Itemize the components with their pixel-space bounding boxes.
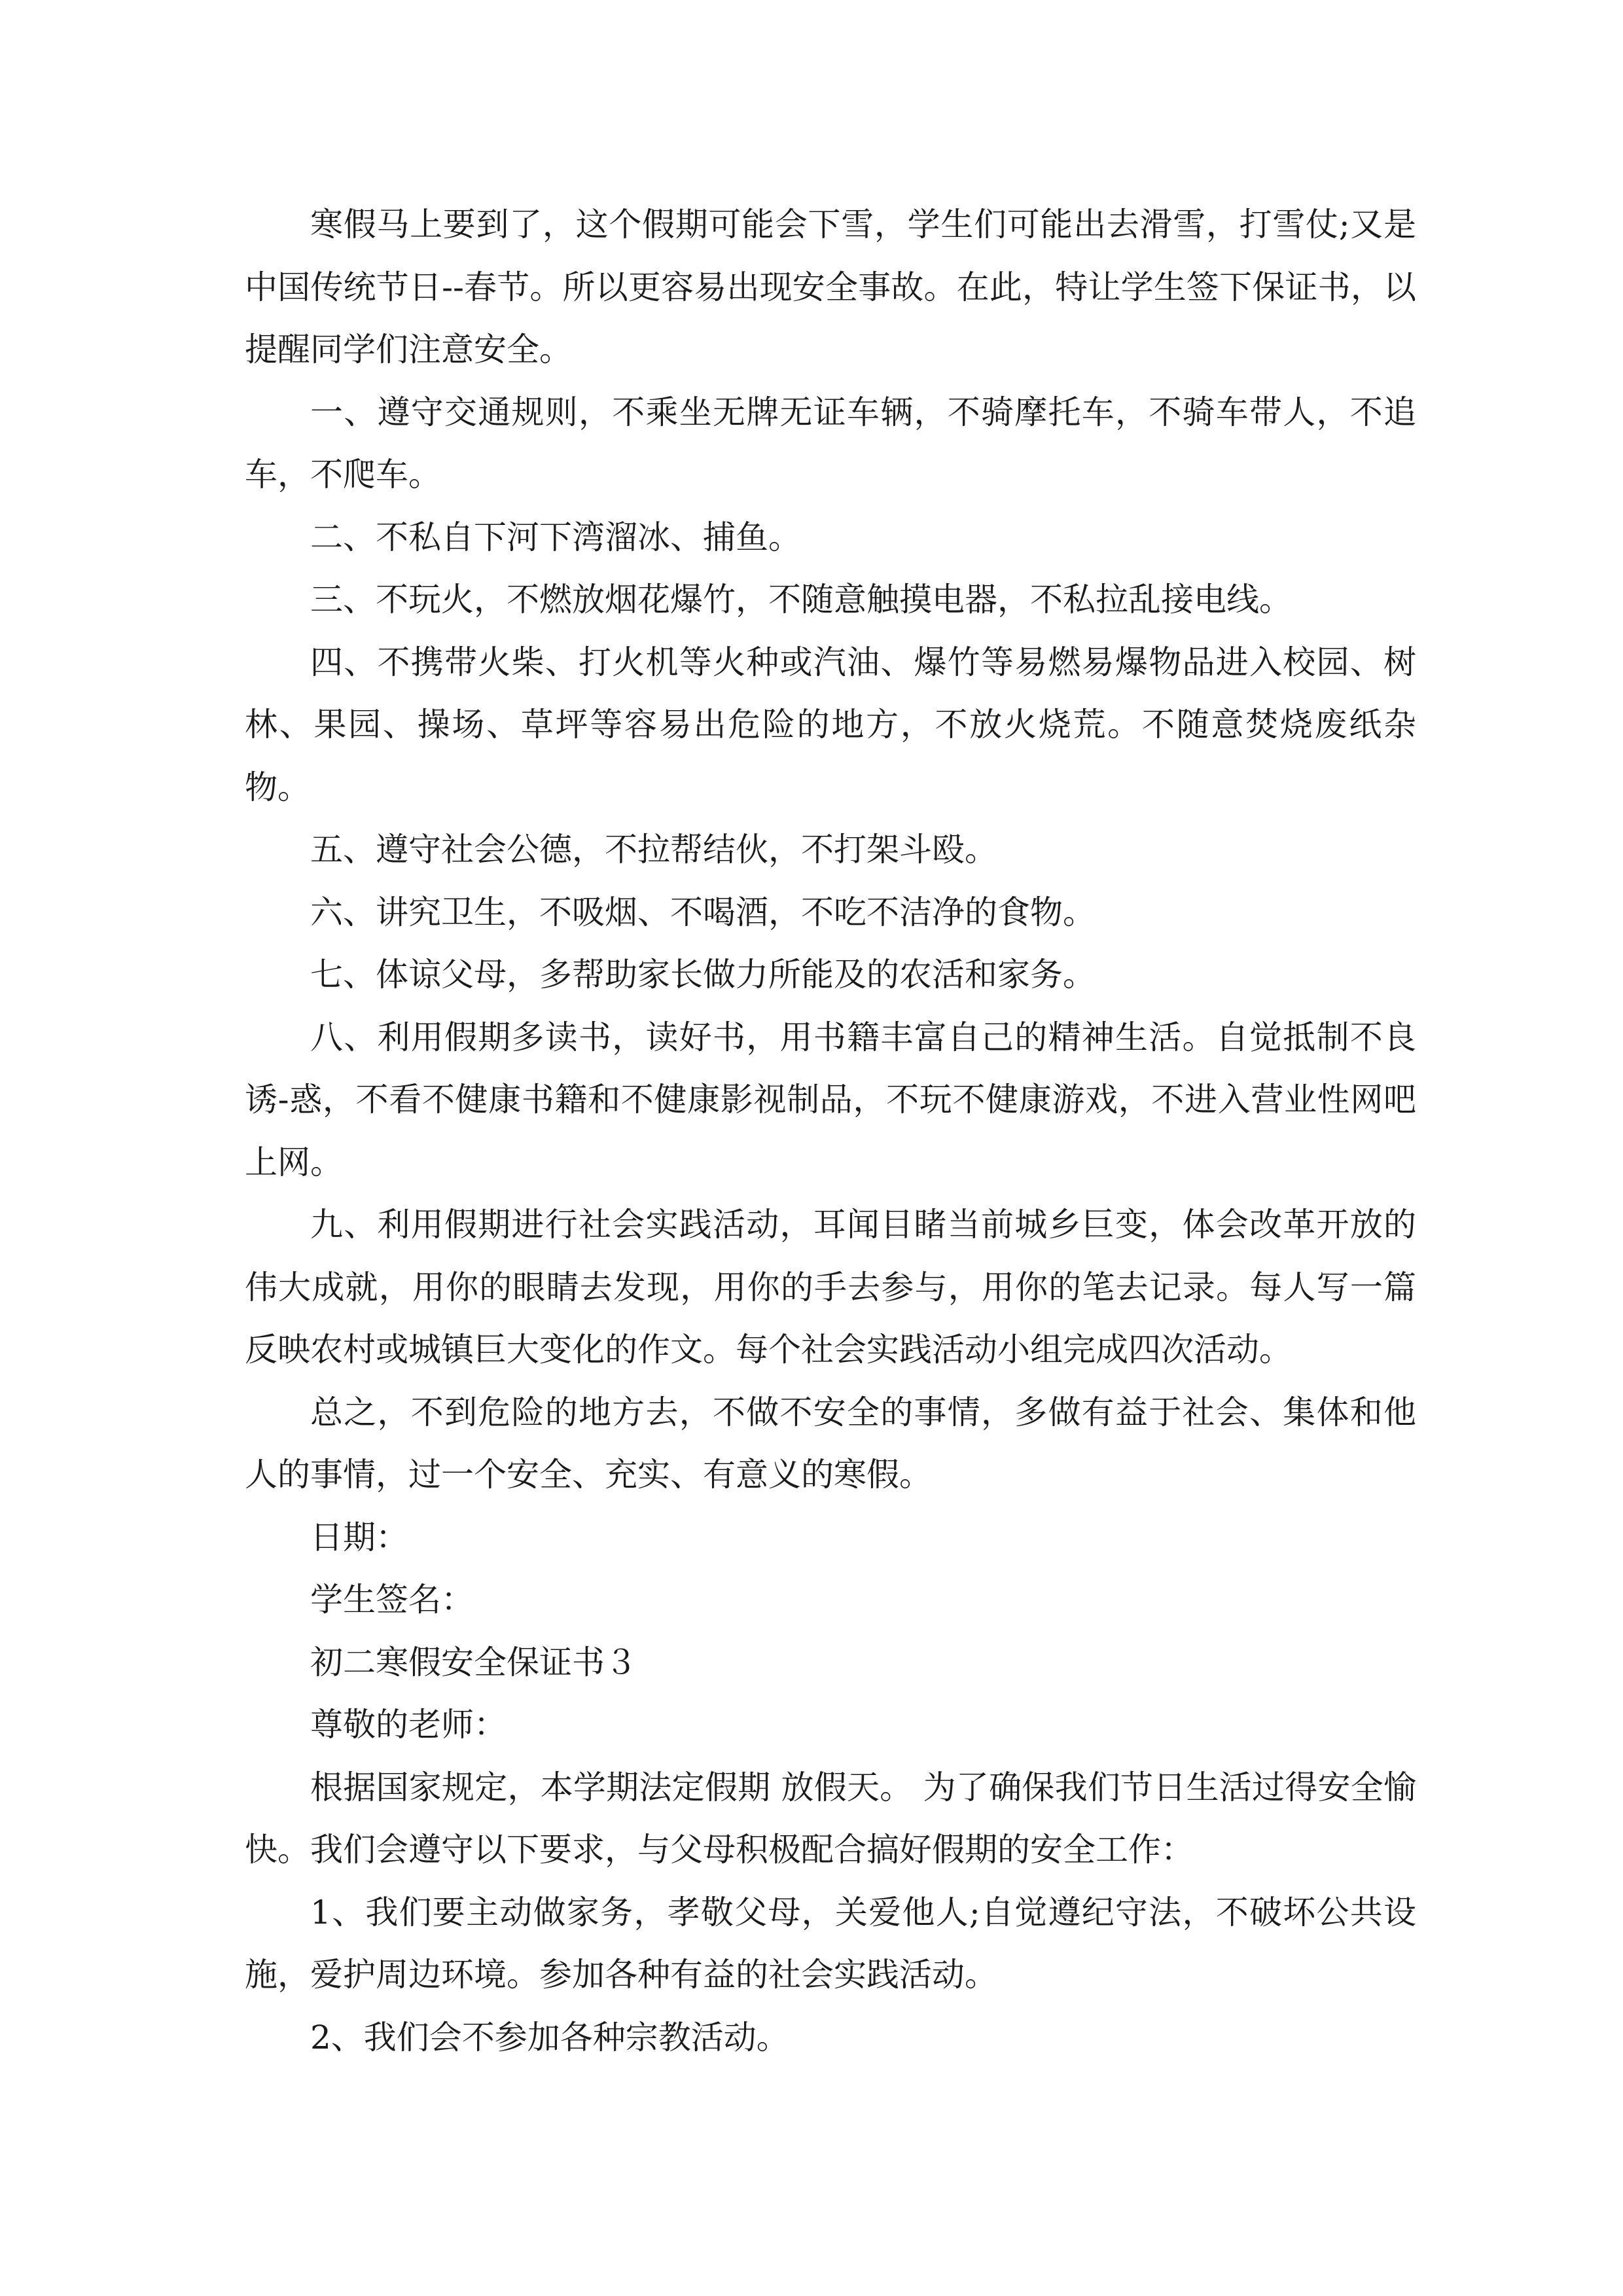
paragraph-intro: 寒假马上要到了，这个假期可能会下雪，学生们可能出去滑雪，打雪仗;又是中国传统节日--春节。所以更容易出现安全事故。在此，特让学生签下保证书，以提醒同学们注意安全。: [245, 206, 1416, 368]
paragraph-rule-6: 六、讲究卫生，不吸烟、不喝酒，不吃不洁净的食物。: [310, 893, 1096, 931]
student-signature-line: 学生签名：: [310, 1581, 474, 1619]
paragraph-rule-9: 九、利用假期进行社会实践活动，耳闻目睹当前城乡巨变，体会改革开放的伟大成就，用你的眼睛去发现，用你的手去参与，用你的笔去记录。每人写一篇反映农村或城镇巨大变化的作文。每个社会实践活动小组完成四次活动。: [245, 1206, 1416, 1369]
paragraph-item-2: 2、我们会不参加各种宗教活动。: [310, 2018, 789, 2056]
document-body: [245, 194, 1416, 2069]
paragraph-rule-4: 四、不携带火柴、打火机等火种或汽油、爆竹等易燃易爆物品进入校园、树林、果园、操场、草坪等容易出危险的地方，不放火烧荒。不随意焚烧废纸杂物。: [245, 643, 1416, 806]
paragraph-summary: 总之，不到危险的地方去，不做不安全的事情，多做有益于社会、集体和他人的事情，过一个安全、充实、有意义的寒假。: [245, 1393, 1416, 1494]
section-title: 初二寒假安全保证书３: [310, 1643, 637, 1681]
paragraph-holiday-intro: 根据国家规定，本学期法定假期 放假天。 为了确保我们节日生活过得安全愉快。我们会遵守以下要求，与父母积极配合搞好假期的安全工作：: [245, 1768, 1416, 1869]
paragraph-rule-7: 七、体谅父母，多帮助家长做力所能及的农活和家务。: [310, 956, 1096, 994]
paragraph-item-1: 1、我们要主动做家务，孝敬父母，关爱他人;自觉遵纪守法，不破坏公共设施，爱护周边环境。参加各种有益的社会实践活动。: [245, 1893, 1416, 1994]
paragraph-rule-8: 八、利用假期多读书，读好书，用书籍丰富自己的精神生活。自觉抵制不良诱-惑，不看不健康书籍和不健康影视制品，不玩不健康游戏，不进入营业性网吧上网。: [245, 1018, 1416, 1181]
salutation: 尊敬的老师：: [310, 1706, 507, 1744]
date-line: 日期：: [310, 1518, 408, 1556]
paragraph-rule-3: 三、不玩火，不燃放烟花爆竹，不随意触摸电器，不私拉乱接电线。: [310, 581, 1292, 619]
paragraph-rule-2: 二、不私自下河下湾溜冰、捕鱼。: [310, 518, 801, 556]
paragraph-rule-1: 一、遵守交通规则，不乘坐无牌无证车辆，不骑摩托车，不骑车带人，不追车，不爬车。: [245, 393, 1416, 493]
paragraph-rule-5: 五、遵守社会公德，不拉帮结伙，不打架斗殴。: [310, 831, 997, 869]
